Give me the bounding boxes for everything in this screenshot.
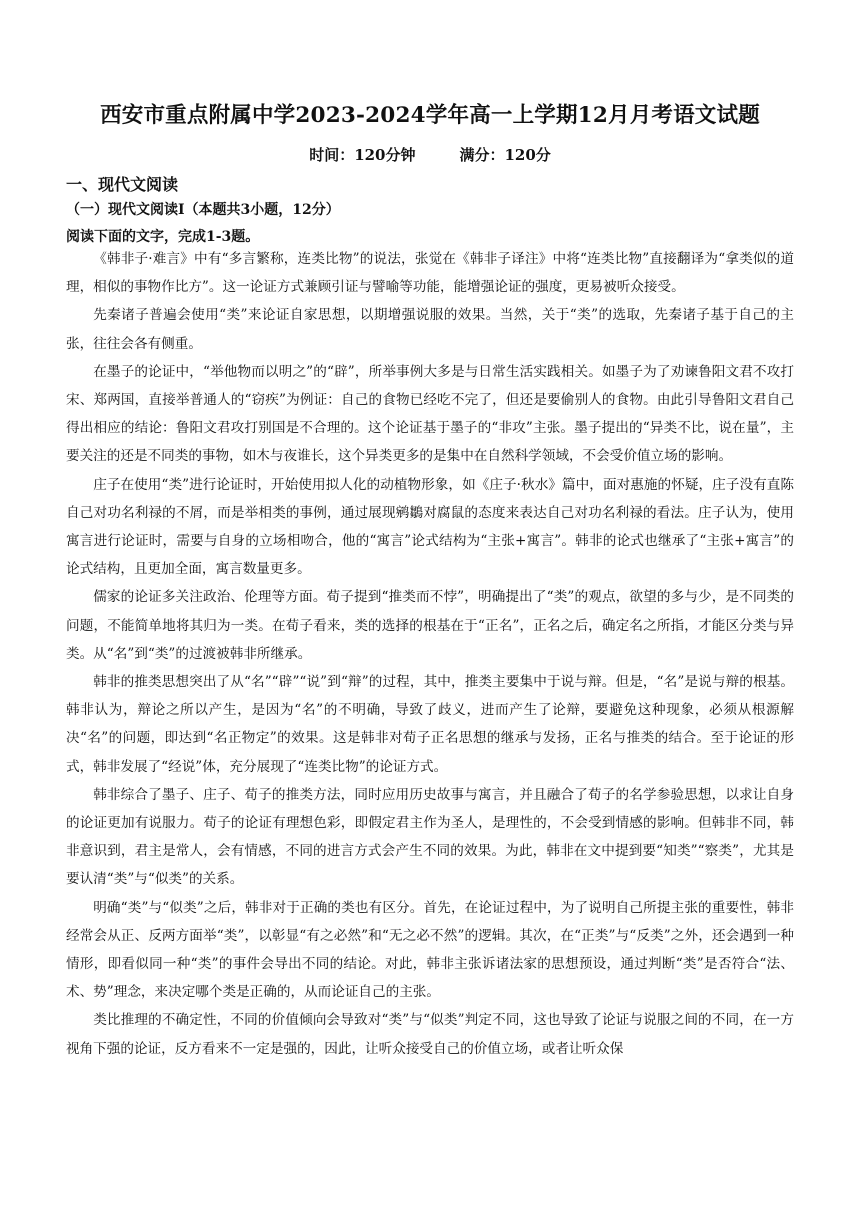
passage-paragraph: 韩非综合了墨子、庄子、荀子的推类方法，同时应用历史故事与寓言，并且融合了荀子的名学参验思想，以求让自身的论证更加有说服力。荀子的论证有理想色彩，即假定君主作为圣人，是理性的，不会受到情感的影响。但韩非不同，韩非意识到，君主是常人，会有情感，不同的进言方式会产生不同的效果。为此，韩非在文中提到要“知类”“察类”，尤其是要认清“类”与“似类”的关系。 [66, 786, 794, 888]
exam-score: 满分：120分 [459, 146, 551, 164]
passage-paragraph: 庄子在使用“类”进行论证时，开始使用拟人化的动植物形象，如《庄子·秋水》篇中，面对惠施的怀疑，庄子没有直陈自己对功名利禄的不屑，而是举相类的事例，通过展现鹓鶵对腐鼠的态度来表达自己对功名利禄的看法。庄子认为，使用寓言进行论证时，需要与自身的立场相吻合，他的“寓言”论式结构为“主张+寓言”。韩非的论式也继承了“主张+寓言”的论式结构，且更加全面，寓言数量更多。 [66, 476, 794, 578]
page-title: 西安市重点附属中学2023-2024学年高一上学期12月月考语文试题 [100, 103, 760, 128]
passage-paragraph: 《韩非子·难言》中有“多言繁称，连类比物”的说法，张觉在《韩非子译注》中将“连类比物”直接翻译为“拿类似的道理，相似的事物作比方”。这一论证方式兼顾引证与譬喻等功能，能增强论证的强度，更易被听众接受。 [66, 251, 794, 296]
passage-paragraph: 韩非的推类思想突出了从“名”“辟”“说”到“辩”的过程，其中，推类主要集中于说与辩。但是，“名”是说与辩的根基。韩非认为，辩论之所以产生，是因为“名”的不明确，导致了歧义，进而产生了论辩，要避免这种现象，必须从根源解决“名”的问题，即达到“名正物定”的效果。这是韩非对荀子正名思想的继承与发扬，正名与推类的结合。至于论证的形式，韩非发展了“经说”体，充分展现了“连类比物”的论证方式。 [66, 674, 794, 775]
passage-paragraph: 儒家的论证多关注政治、伦理等方面。荀子提到“推类而不悖”，明确提出了“类”的观点，欲望的多与少，是不同类的问题，不能简单地将其归为一类。在荀子看来，类的选择的根基在于“正名”，正名之后，确定名之所指，才能区分类与异类。从“名”到“类”的过渡被韩非所继承。 [66, 589, 794, 662]
passage-paragraph: 明确“类”与“似类”之后，韩非对于正确的类也有区分。首先，在论证过程中，为了说明自己所提主张的重要性，韩非经常会从正、反两方面举“类”，以彰显“有之必然”和“无之必不然”的逻辑。其次，在“正类”与“反类”之外，还会遇到一种情形，即看似同一种“类”的事件会导出不同的结论。对此，韩非主张诉诸法家的思想预设，通过判断“类”是否符合“法、术、势”理念，来决定哪个类是正确的，从而论证自己的主张。 [66, 899, 794, 1001]
reading-instruction: 阅读下面的文字，完成1-3题。 [66, 229, 260, 245]
exam-time: 时间：120分钟 [309, 146, 416, 164]
section-heading: 一、现代文阅读 [66, 175, 179, 194]
passage-paragraph: 先秦诸子普遍会使用“类”来论证自家思想，以期增强说服的效果。当然，关于“类”的选取，先秦诸子基于自己的主张，往往会各有侧重。 [66, 307, 794, 352]
subsection-heading: （一）现代文阅读Ⅰ（本题共3小题，12分） [66, 202, 340, 218]
exam-meta [0, 144, 860, 165]
passage-paragraph: 类比推理的不确定性，不同的价值倾向会导致对“类”与“似类”判定不同，这也导致了论证与说服之间的不同，在一方视角下强的论证，反方看来不一定是强的，因此，让听众接受自己的价值立场，或者让听众保 [66, 1012, 794, 1057]
reading-passage [66, 245, 794, 1063]
passage-paragraph: 在墨子的论证中，“举他物而以明之”的“辟”，所举事例大多是与日常生活实践相关。如墨子为了劝谏鲁阳文君不攻打宋、郑两国，直接举普通人的“窃疾”为例证：自己的食物已经吃不完了，但还是要偷别人的食物。由此引导鲁阳文君自己得出相应的结论：鲁阳文君攻打别国是不合理的。这个论证基于墨子的“非攻”主张。墨子提出的“异类不比，说在量”，主要关注的还是不同类的事物，如木与夜谁长，这个异类更多的是集中在自然科学领域，不会受价值立场的影响。 [66, 363, 794, 465]
